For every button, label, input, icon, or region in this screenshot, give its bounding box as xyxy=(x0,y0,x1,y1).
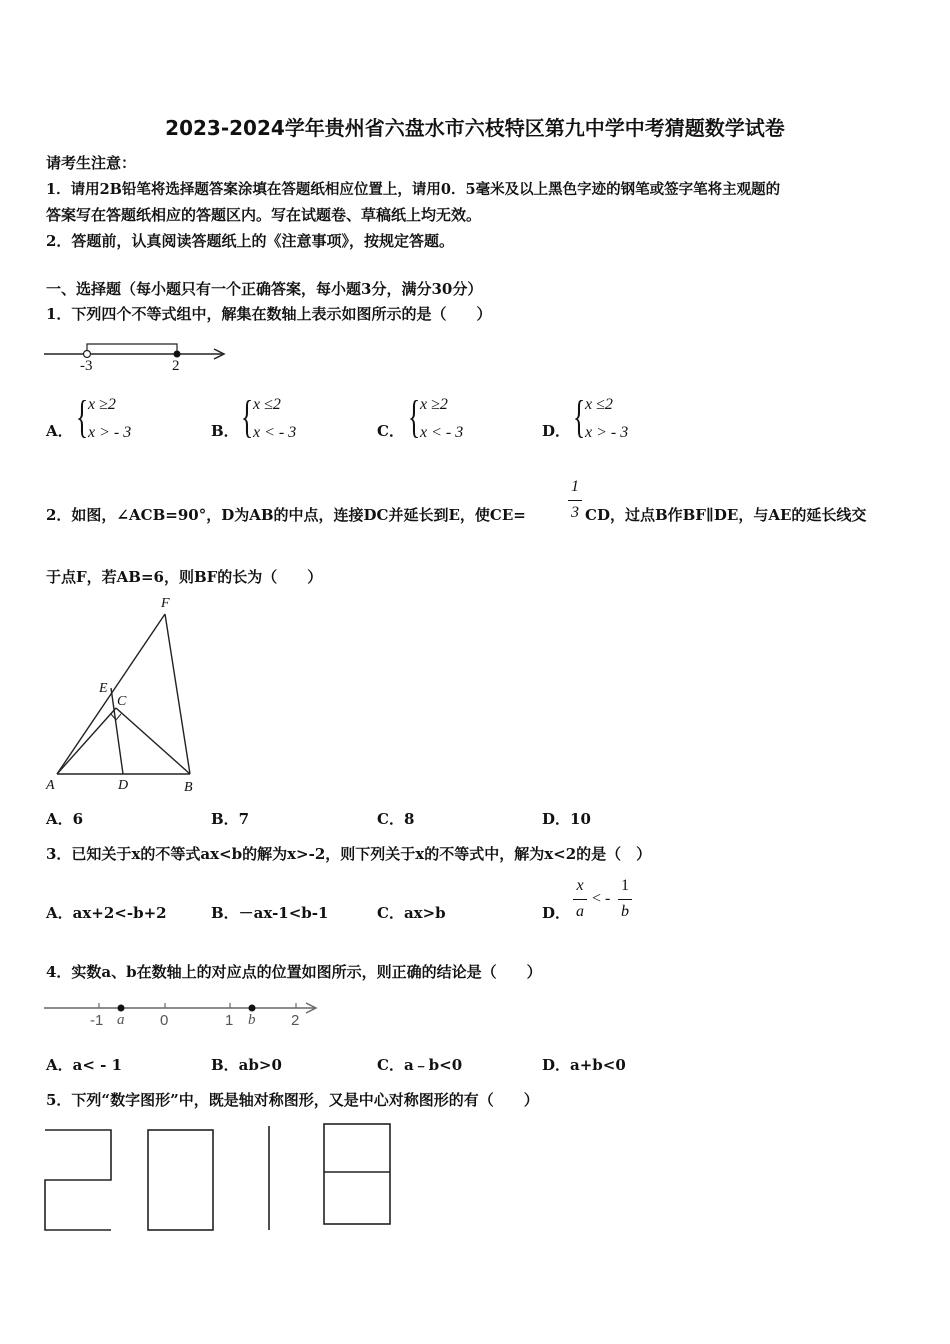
fraction-numerator: 1 xyxy=(571,478,579,495)
section-heading: 一、选择题（每小题只有一个正确答案，每小题3分，满分30分） xyxy=(46,280,483,298)
axis-label-0: 0 xyxy=(160,1012,169,1029)
fraction-denominator: a xyxy=(576,903,584,920)
option-label: D． xyxy=(542,422,571,440)
q4-option-b[interactable]: B．ab>0 xyxy=(211,1056,282,1074)
option-label: C． xyxy=(377,422,404,440)
inequality-1: x ≤2 xyxy=(253,396,281,413)
question-4-stem: 4．实数a、b在数轴上的对应点的位置如图所示，则正确的结论是（ ） xyxy=(46,963,542,981)
brace-icon: { xyxy=(573,391,586,442)
brace-icon: { xyxy=(76,391,89,442)
q2-option-a[interactable]: A．6 xyxy=(46,810,84,828)
question-2-stem-b: CD，过点B作BF∥DE，与AE的延长线交 xyxy=(585,506,867,524)
q4-option-c[interactable]: C．a﹣b<0 xyxy=(377,1056,463,1074)
question-2-stem-c: 于点F，若AB=6，则BF的长为（ ） xyxy=(46,568,323,586)
q4-option-d[interactable]: D．a+b<0 xyxy=(542,1056,626,1074)
inequality-1: x ≥2 xyxy=(420,396,448,413)
q2-option-b[interactable]: B．7 xyxy=(211,810,250,828)
notice-heading: 请考生注意： xyxy=(46,154,137,172)
number-line-figure-q1 xyxy=(44,340,234,380)
question-5-stem: 5．下列“数字图形”中，既是轴对称图形，又是中心对称图形的有（ ） xyxy=(46,1091,539,1109)
axis-label-b: b xyxy=(248,1012,256,1028)
point-label-c: C xyxy=(117,694,127,709)
point-label-d: D xyxy=(118,778,129,793)
fraction-numerator: x xyxy=(576,877,584,894)
fraction-denominator: 3 xyxy=(571,504,579,521)
notice-line-1a: 1．请用2B铅笔将选择题答案涂填在答题纸相应位置上，请用0．5毫米及以上黑色字迹的钢笔或签字笔将主观题的 xyxy=(46,181,781,198)
axis-label-1: 1 xyxy=(225,1012,234,1029)
point-label-e: E xyxy=(99,681,108,696)
q4-option-a[interactable]: A．a< - 1 xyxy=(46,1056,123,1074)
question-3-stem: 3．已知关于x的不等式ax<b的解为x>-2，则下列关于x的不等式中，解为x<2的是（ ） xyxy=(46,845,652,863)
inequality-1: x ≤2 xyxy=(585,396,613,413)
digit-figures-2018 xyxy=(44,1120,399,1235)
q3-option-a[interactable]: A．ax+2<-b+2 xyxy=(46,904,167,922)
fraction-bar xyxy=(568,500,582,501)
fraction-denominator: b xyxy=(621,903,629,920)
fraction-numerator: 1 xyxy=(621,877,629,894)
point-label-a: A xyxy=(46,778,55,793)
notice-line-2: 2．答题前，认真阅读答题纸上的《注意事项》，按规定答题。 xyxy=(46,232,454,250)
q3-option-b[interactable]: B．－ax-1<b-1 xyxy=(211,904,329,922)
axis-label-minus3: -3 xyxy=(80,358,93,374)
option-label: D． xyxy=(542,904,571,922)
notice-line-1b: 答案写在答题纸相应的答题区内。写在试题卷、草稿纸上均无效。 xyxy=(46,206,482,224)
q2-option-d[interactable]: D．10 xyxy=(542,810,591,828)
option-label: B． xyxy=(211,422,239,440)
brace-icon: { xyxy=(241,391,254,442)
axis-label-2: 2 xyxy=(291,1012,300,1029)
axis-label-a: a xyxy=(117,1012,125,1028)
point-label-f: F xyxy=(161,596,170,611)
inequality-2: x > - 3 xyxy=(585,424,629,441)
option-label: A． xyxy=(46,422,73,440)
axis-label-2: 2 xyxy=(172,358,180,374)
inequality-2: x > - 3 xyxy=(88,424,132,441)
inequality-2: x < - 3 xyxy=(420,424,464,441)
brace-icon: { xyxy=(408,391,421,442)
operator: < - xyxy=(592,890,611,907)
question-2-stem-a: 2．如图，∠ACB=90°，D为AB的中点，连接DC并延长到E，使CE= xyxy=(46,506,526,524)
question-1-stem: 1．下列四个不等式组中，解集在数轴上表示如图所示的是（ ） xyxy=(46,305,492,323)
axis-label-minus1: -1 xyxy=(90,1012,104,1029)
point-label-b: B xyxy=(184,780,193,795)
inequality-1: x ≥2 xyxy=(88,396,116,413)
fraction-bar xyxy=(573,899,587,900)
number-line-figure-q4 xyxy=(44,998,324,1018)
page-title: 2023-2024学年贵州省六盘水市六枝特区第九中学中考猜题数学试卷 xyxy=(165,116,785,140)
q2-option-c[interactable]: C．8 xyxy=(377,810,415,828)
q3-option-c[interactable]: C．ax>b xyxy=(377,904,446,922)
inequality-2: x < - 3 xyxy=(253,424,297,441)
fraction-bar xyxy=(618,899,632,900)
